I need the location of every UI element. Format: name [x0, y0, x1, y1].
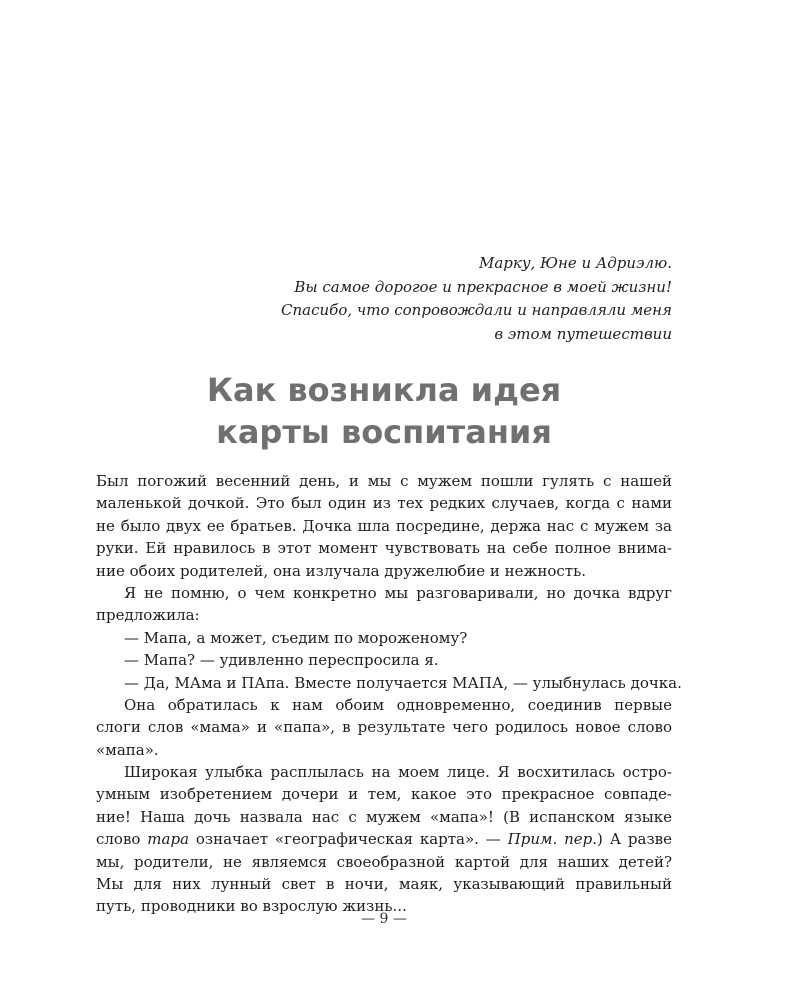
text-run: слово: [96, 830, 141, 849]
dialogue-line: — Мапа? — удивленно переспросила я.: [124, 651, 439, 670]
text-line: не было двух ее братьев. Дочка шла посредине, держа нас с мужем за: [96, 516, 672, 535]
text-line: предложила:: [96, 606, 200, 625]
page-number: — 9 —: [361, 911, 407, 927]
text-line: ние обоих родителей, она излучала дружелюбие и нежность.: [96, 561, 587, 580]
text-line: путь, проводники во взрослую жизнь...: [96, 897, 407, 916]
dedication-line: Спасибо, что сопровождали и направляли меня: [281, 301, 672, 319]
chapter-title-line: карты воспитания: [216, 413, 552, 451]
dedication: [240, 252, 672, 346]
dialogue-line: — Мапа, а может, съедим по мороженому?: [124, 628, 468, 647]
text-line: Мы для них лунный свет в ночи, маяк, указывающий правильный: [96, 875, 672, 894]
text-line: слоги слов «мама» и «папа», в результате чего родилось новое слово: [96, 718, 672, 737]
translator-note: Прим. пер.: [507, 830, 597, 849]
text-line-mixed: [96, 828, 672, 850]
text-line: Она обратилась к нам обоим одновременно, соединив первые: [124, 695, 672, 714]
text-run: ) А разве: [597, 830, 672, 849]
italic-word: mapa: [147, 830, 190, 849]
text-line: Был погожий весенний день, и мы с мужем пошли гулять с нашей: [96, 472, 672, 490]
text-line: мы, родители, не являемся своеобразной картой для наших детей?: [96, 852, 672, 871]
text-line: Широкая улыбка расплылась на моем лице. Я восхитилась остро-: [124, 763, 672, 782]
body-text: [96, 470, 682, 918]
text-line: умным изобретением дочери и тем, какое это прекрасное совпаде-: [96, 785, 672, 804]
chapter-title: [0, 369, 768, 453]
chapter-title-line: Как возникла идея: [206, 371, 562, 409]
text-line: ние! Наша дочь назвала нас с мужем «мапа»! (В испанском языке: [96, 807, 672, 826]
dialogue-line: — Да, МАма и ПАпа. Вместе получается МАПА, — улыбнулась дочка.: [124, 673, 682, 692]
dedication-line: Вы самое дорогое и прекрасное в моей жизни!: [294, 277, 672, 296]
dedication-line: в этом путешествии: [494, 324, 672, 343]
text-line: руки. Ей нравилось в этот момент чувствовать на себе полное внима-: [96, 539, 672, 558]
text-line: Я не помню, о чем конкретно мы разговаривали, но дочка вдруг: [124, 583, 672, 602]
dedication-line: Марку, Юне и Адриэлю.: [478, 254, 672, 272]
text-run: означает «географическая карта». —: [195, 830, 501, 849]
text-line: маленькой дочкой. Это был один из тех редких случаев, когда с нами: [96, 494, 672, 513]
text-line: «мапа».: [96, 740, 159, 759]
